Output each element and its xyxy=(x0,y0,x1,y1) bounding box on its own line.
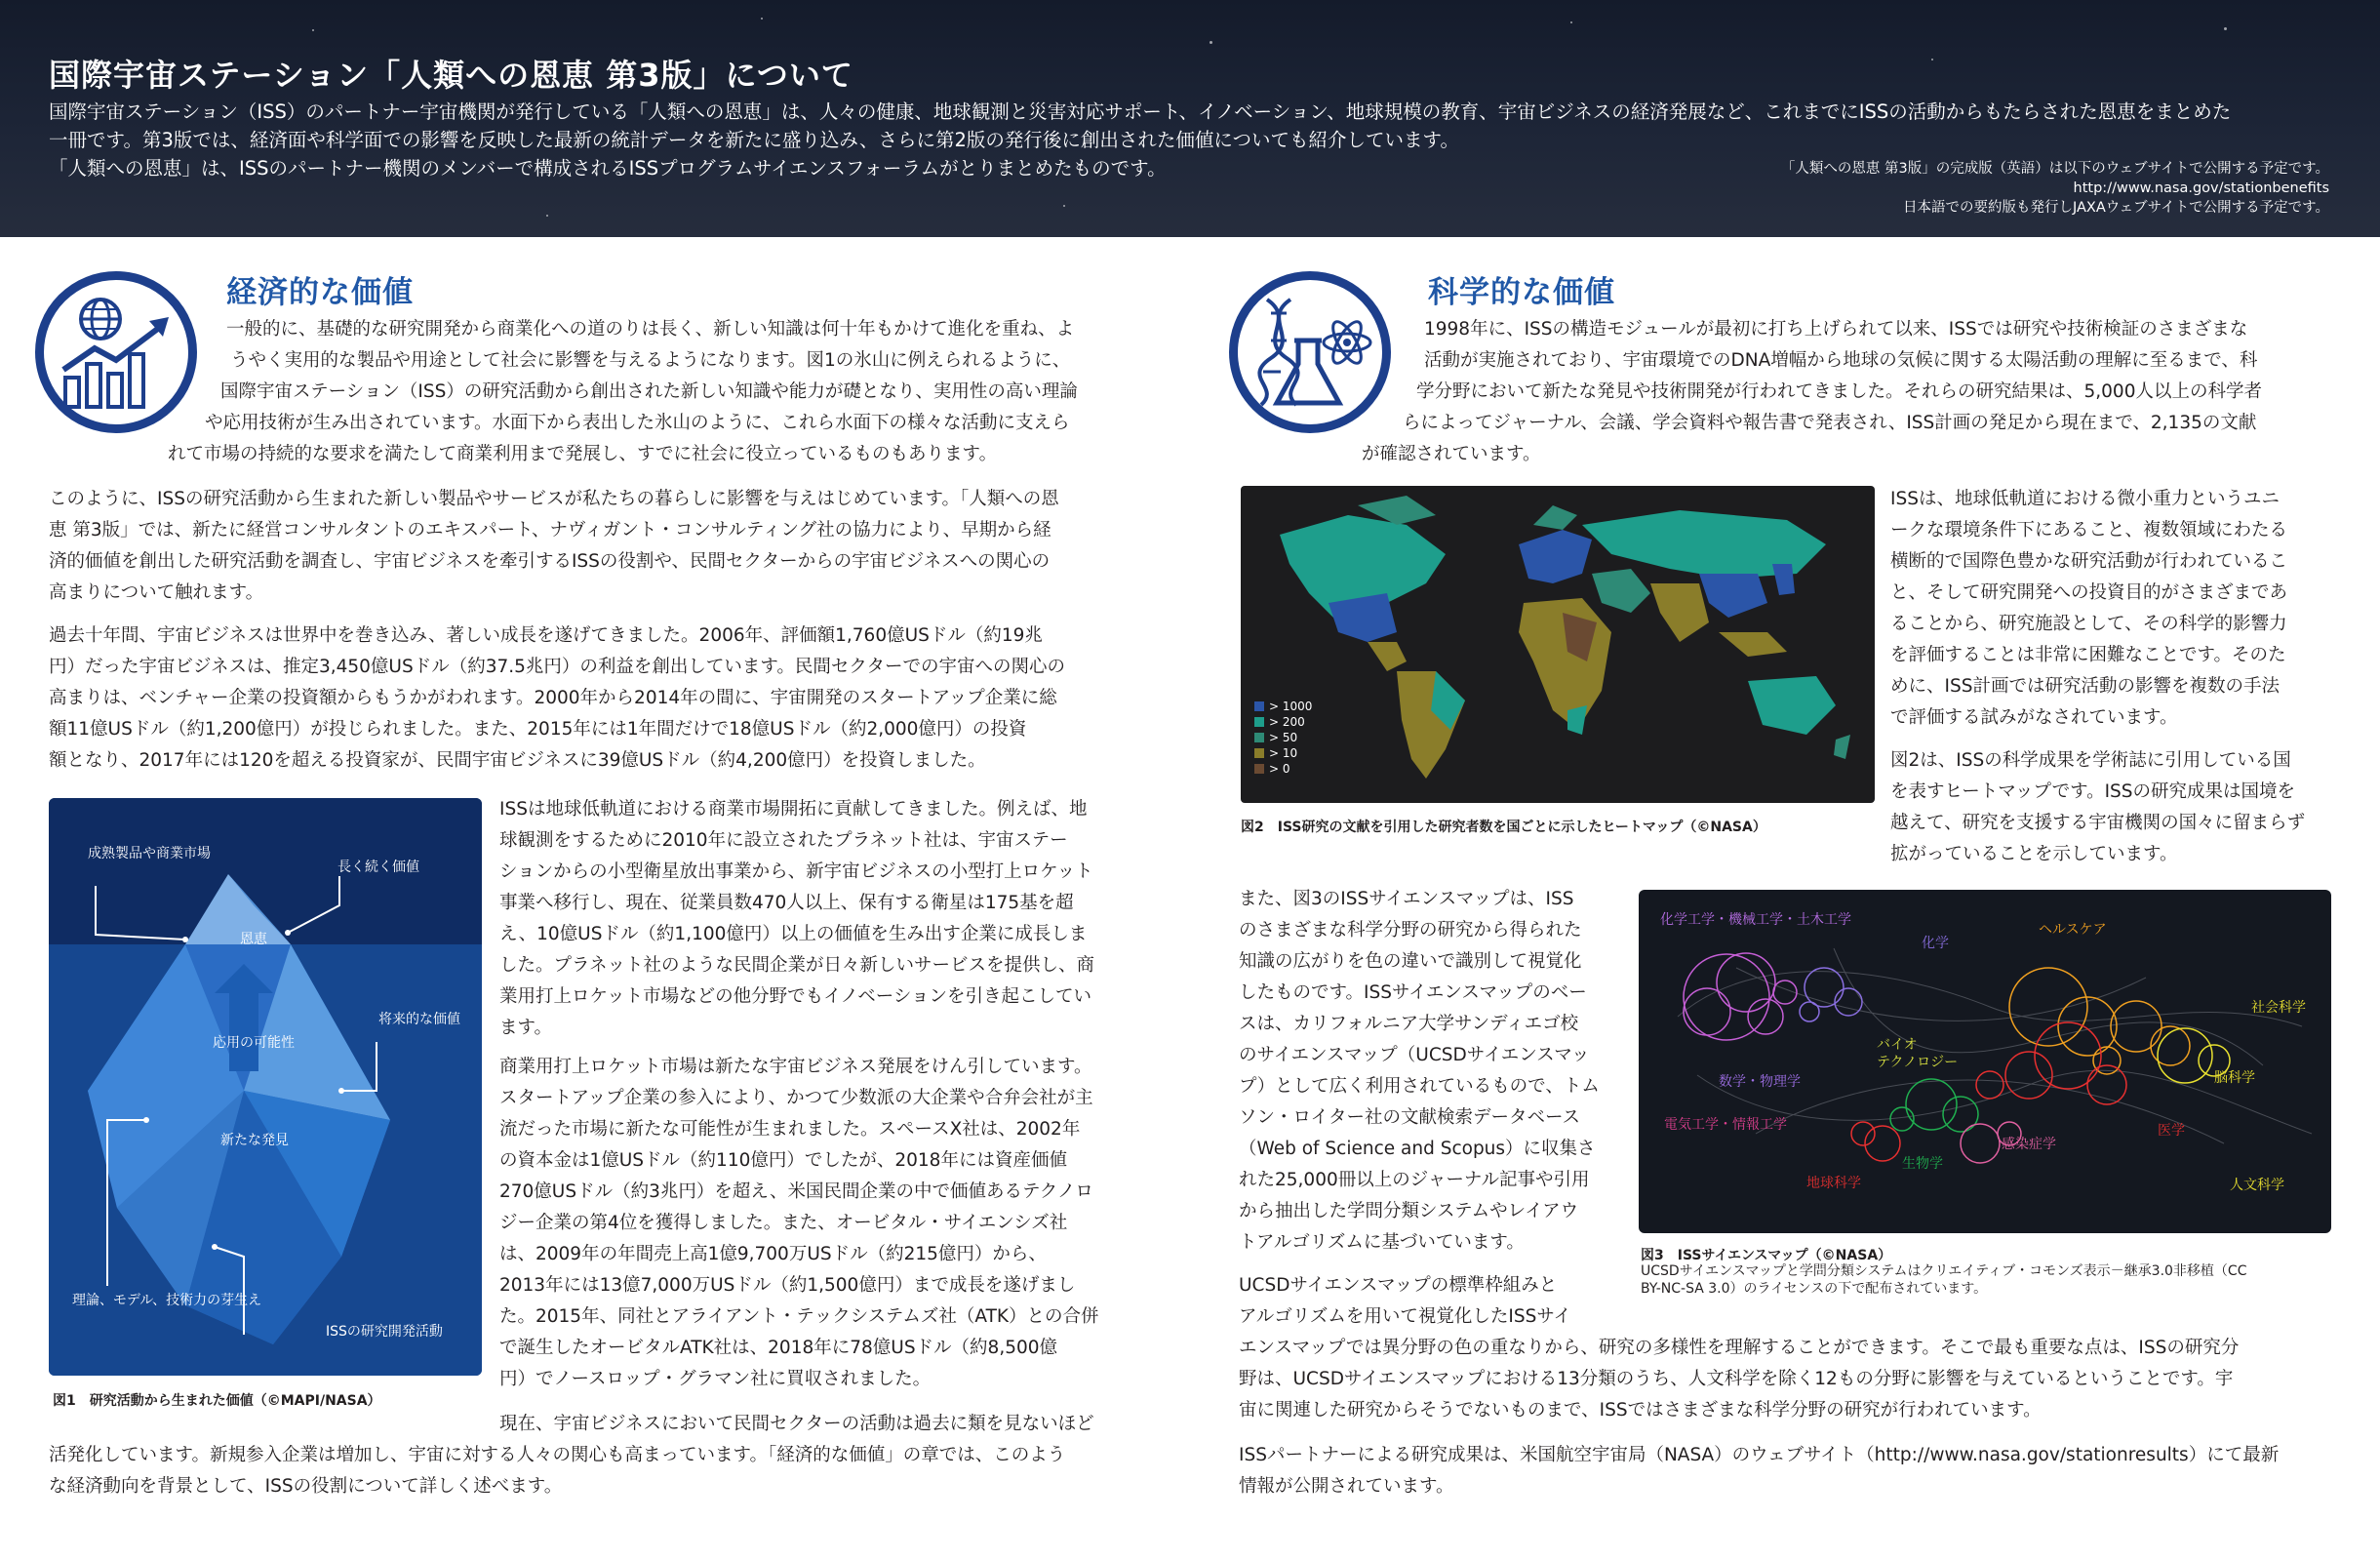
text-line: 宙に関連した研究からそうでないものまで、ISSではさまざまな科学分野の研究が行われています。 xyxy=(1239,1400,2042,1421)
text-line: 球観測をするために2010年に設立されたプラネット社は、宇宙ステー xyxy=(499,830,1068,851)
figure-1-iceberg xyxy=(49,798,482,1376)
text-line: ISSは、地球低軌道における微小重力というユニ xyxy=(1890,489,2280,509)
figure-3-science-map xyxy=(1639,890,2331,1233)
text-line: で評価する試みがなされています。 xyxy=(1890,707,2178,728)
text-line: た。2015年、同社とアライアント・テックシステムズ社（ATK）との合併 xyxy=(499,1306,1099,1327)
text-line: 活発化しています。新規参入企業は増加し、宇宙に対する人々の関心も高まっています。「経済的な価値」の章では、このよう xyxy=(49,1445,1066,1465)
iceberg-label-benefit: 恩恵 xyxy=(240,932,267,947)
text-line: 高まりは、ベンチャー企業の投資額からもうかがわれます。2000年から2014年の間に、宇宙開発のスタートアップ企業に総 xyxy=(49,688,1057,708)
science-paragraph-2 xyxy=(1239,884,1600,1259)
text-line: 情報が公開されています。 xyxy=(1239,1476,1454,1497)
map-label-math: 数学・物理学 xyxy=(1719,1074,1801,1090)
text-line: が確認されています。 xyxy=(1362,444,1541,464)
text-line: らによってジャーナル、会議、学会資料や報告書で発表され、ISS計画の発足から現在まで、2,135の文献 xyxy=(1403,413,2257,433)
text-line: ソン・ロイター社の文献検索データベース xyxy=(1239,1107,1581,1128)
map-label-medicine: 医学 xyxy=(2158,1123,2185,1139)
legend-item xyxy=(1254,745,1312,761)
text-line: めに、ISS計画では研究活動の影響を複数の手法 xyxy=(1890,676,2280,697)
map-label-health: ヘルスケア xyxy=(2039,922,2107,938)
legend-item xyxy=(1254,761,1312,777)
legend-swatch xyxy=(1254,717,1264,727)
text-line: 事業へ移行し、現在、従業員数470人以上、保有する衛星は175基を超 xyxy=(499,893,1074,913)
world-heatmap-graphic xyxy=(1241,486,1875,803)
text-line: 2013年には13億7,000万USドル（約1,500億円）まで成長を遂げまし xyxy=(499,1275,1076,1296)
text-line: スは、カリフォルニア大学サンディエゴ校 xyxy=(1239,1014,1579,1034)
text-line: また、図3のISSサイエンスマップは、ISS xyxy=(1239,889,1574,909)
text-line: は、2009年の年間売上高1億9,700万USドル（約215億円）から、 xyxy=(499,1244,1047,1264)
map-label-humanities: 人文科学 xyxy=(2230,1178,2284,1193)
text-line: ることから、研究施設として、その科学的影響力 xyxy=(1890,614,2287,634)
text-line: ます。 xyxy=(499,1018,553,1038)
text-line: な経済動向を背景として、ISSの役割について詳しく述べます。 xyxy=(49,1476,563,1497)
iceberg-label-discovery: 新たな発見 xyxy=(220,1133,289,1148)
text-line: や応用技術が生み出されています。水面下から表出した氷山のように、これら水面下の様々な活動に支えら xyxy=(205,413,1070,433)
text-line: 業用打上ロケット市場などの他分野でもイノベーションを引き起こしてい xyxy=(499,986,1091,1007)
text-line: え、10億USドル（約1,100億円）以上の価値を生み出す企業に成長しま xyxy=(499,924,1088,944)
figure-3-caption: 図3 ISSサイエンスマップ（©NASA） xyxy=(1641,1248,1892,1263)
text-line: 現在、宇宙ビジネスにおいて民間セクターの活動は過去に類を見ないほど xyxy=(499,1414,1094,1434)
iceberg-label-lasting: 長く続く価値 xyxy=(337,860,419,875)
legend-label: > 200 xyxy=(1269,715,1305,729)
text-line: このように、ISSの研究活動から生まれた新しい製品やサービスが私たちの暮らしに影響を与えはじめています。「人類への恩 xyxy=(49,489,1059,509)
text-line: を表すヒートマップです。ISSの研究成果は国境を xyxy=(1890,781,2296,802)
map-label-earth: 地球科学 xyxy=(1806,1176,1861,1191)
science-side-paragraph-2 xyxy=(1890,745,2305,870)
legend-label: > 10 xyxy=(1269,746,1298,760)
page-title: 国際宇宙ステーション「人類への恩恵 第3版」について xyxy=(49,57,853,94)
text-line: ISSは地球低軌道における商業市場開拓に貢献してきました。例えば、地 xyxy=(499,799,1088,820)
figure-1-caption: 図1 研究活動から生まれた価値（©MAPI/NASA） xyxy=(53,1393,381,1409)
science-map-graphic xyxy=(1639,890,2331,1233)
legend-item xyxy=(1254,699,1312,714)
iceberg-label-applications: 応用の可能性 xyxy=(213,1035,295,1051)
caption-line: UCSDサイエンスマップと学問分類システムはクリエイティブ・コモンズ表示－継承3.0非移植（CC xyxy=(1641,1263,2247,1279)
science-intro xyxy=(1239,314,2333,470)
intro-line: 「人類への恩恵」は、ISSのパートナー機関のメンバーで構成されるISSプログラムサイエンスフォーラムがとりまとめたものです。 xyxy=(49,157,1167,180)
text-line: 済的価値を創出した研究活動を調査し、宇宙ビジネスを牽引するISSの役割や、民間セクターからの宇宙ビジネスへの関心の xyxy=(49,551,1051,572)
economic-paragraph-2 xyxy=(49,620,1065,777)
text-line: ジー企業の第4位を獲得しました。また、オービタル・サイエンシズ社 xyxy=(499,1213,1068,1233)
text-line: ークな環境条件下にあること、複数領域にわたる xyxy=(1890,520,2288,540)
economic-paragraph-1 xyxy=(49,484,1059,609)
science-paragraph-3 xyxy=(1239,1270,2239,1426)
legend-swatch xyxy=(1254,764,1264,774)
intro-line: 国際宇宙ステーション（ISS）のパートナー宇宙機関が発行している「人類への恩恵」は、人々の健康、地球観測と災害対応サポート、イノベーション、地球規模の教育、宇宙ビジネスの経済発展など、これまでにISSの活動からもたらされた恩恵をまとめた xyxy=(49,100,2232,123)
heatmap-legend xyxy=(1254,699,1312,777)
text-line: 図2は、ISSの科学成果を学術誌に引用している国 xyxy=(1890,750,2291,771)
text-line: うやく実用的な製品や用途として社会に影響を与えるようになります。図1の氷山に例えられるように、 xyxy=(230,350,1071,371)
legend-swatch xyxy=(1254,733,1264,742)
economic-paragraph-5 xyxy=(49,1440,1065,1502)
economic-paragraph-5-first xyxy=(499,1409,1094,1440)
text-line: で誕生したオービタルATK社は、2018年に78億USドル（約8,500億 xyxy=(499,1338,1058,1358)
legend-swatch xyxy=(1254,701,1264,711)
text-line: 額11億USドル（約1,200億円）が投じられました。また、2015年には1年間だけで18億USドル（約2,000億円）の投資 xyxy=(49,719,1027,740)
text-line: プ）として広く利用されているもので、トム xyxy=(1239,1076,1600,1097)
text-line: 恵 第3版」では、新たに経営コンサルタントのエキスパート、ナヴィガント・コンサルティング社の協力により、早期から経 xyxy=(49,520,1051,540)
text-line: ションからの小型衛星放出事業から、新宇宙ビジネスの小型打上ロケット xyxy=(499,861,1093,882)
economic-paragraph-3 xyxy=(499,794,1094,1044)
text-line: アルゴリズムを用いて視覚化したISSサイ xyxy=(1239,1306,1572,1327)
map-label-social: 社会科学 xyxy=(2251,1000,2306,1016)
text-line: れて市場の持続的な要求を満たして商業利用まで発展し、すでに社会に役立っているものもあります。 xyxy=(168,444,998,464)
note-line: 日本語での要約版も発行しJAXAウェブサイトで公開する予定です。 xyxy=(1902,200,2329,216)
text-line: と、そして研究開発への投資目的がさまざまであ xyxy=(1890,582,2288,603)
publication-note xyxy=(1781,159,2329,218)
legend-label: > 50 xyxy=(1269,731,1298,744)
text-line: 知識の広がりを色の違いで識別して視覚化 xyxy=(1239,951,1582,972)
text-line: 流だった市場に新たな可能性が生まれました。スペースX社は、2002年 xyxy=(499,1119,1081,1140)
text-line: のさまざまな科学分野の研究から得られた xyxy=(1239,920,1582,941)
text-line: 野は、UCSDサイエンスマップにおける13分類のうち、人文科学を除く12もの分野に影響を与えているということです。宇 xyxy=(1239,1369,2234,1389)
text-line: 横断的で国際色豊かな研究活動が行われているこ xyxy=(1890,551,2288,572)
text-line: から抽出した学問分類システムやレイアウ xyxy=(1239,1201,1579,1221)
figure-2-heatmap xyxy=(1241,486,1875,803)
text-line: のサイエンスマップ（UCSDサイエンスマッ xyxy=(1239,1045,1590,1065)
economic-paragraph-4 xyxy=(499,1052,1099,1395)
iceberg-label-theory: 理論、モデル、技術力の芽生え xyxy=(72,1293,262,1308)
map-label-chem-eng: 化学工学・機械工学・土木工学 xyxy=(1660,912,1851,928)
header-banner xyxy=(0,0,2380,237)
science-title: 科学的な価値 xyxy=(1428,275,1615,310)
legend-item xyxy=(1254,714,1312,730)
economic-title: 経済的な価値 xyxy=(226,275,414,310)
text-line: UCSDサイエンスマップの標準枠組みと xyxy=(1239,1275,1558,1296)
caption-line: BY-NC-SA 3.0）のライセンスの下で配布されています。 xyxy=(1641,1281,1988,1297)
map-label-chemistry: 化学 xyxy=(1922,936,1949,951)
text-line: を評価することは非常に困難なことです。そのた xyxy=(1890,645,2286,665)
text-line: 高まりについて触れます。 xyxy=(49,582,264,603)
map-label-biology: 生物学 xyxy=(1902,1156,1943,1172)
figure-2-caption: 図2 ISS研究の文献を引用した研究者数を国ごとに示したヒートマップ（©NASA） xyxy=(1241,820,1766,835)
text-line: 国際宇宙ステーション（ISS）の研究活動から創出された新しい知識や能力が礎となり、実用性の高い理論 xyxy=(220,381,1078,402)
legend-label: > 0 xyxy=(1269,762,1290,776)
text-line: 商業用打上ロケット市場は新たな宇宙ビジネス発展をけん引しています。 xyxy=(499,1057,1092,1077)
text-line: 越えて、研究を支援する宇宙機関の国々に留まらず xyxy=(1890,813,2306,833)
intro-line: 一冊です。第3版では、経済面や科学面での影響を反映した最新の統計データを新たに盛り込み、さらに第2版の発行後に創出された価値についても紹介しています。 xyxy=(49,129,1459,151)
text-line: トアルゴリズムに基づいています。 xyxy=(1239,1232,1525,1253)
note-line: 「人類への恩恵 第3版」の完成版（英語）は以下のウェブサイトで公開する予定です。 xyxy=(1780,161,2329,177)
science-paragraph-4 xyxy=(1239,1440,2279,1502)
legend-label: > 1000 xyxy=(1269,700,1313,713)
text-line: れた25,000冊以上のジャーナル記事や引用 xyxy=(1239,1170,1590,1190)
text-line: スタートアップ企業の参入により、かつて少数派の大企業や合弁会社が主 xyxy=(499,1088,1093,1108)
text-line: したものです。ISSサイエンスマップのベー xyxy=(1239,982,1587,1003)
legend-swatch xyxy=(1254,748,1264,758)
text-line: の資本金は1億USドル（約110億円）でしたが、2018年には資産価値 xyxy=(499,1150,1067,1171)
map-label-brain: 脳科学 xyxy=(2214,1070,2255,1086)
text-line: 270億USドル（約3兆円）を超え、米国民間企業の中で価値あるテクノロ xyxy=(499,1181,1093,1202)
text-line: 1998年に、ISSの構造モジュールが最初に打ち上げられて以来、ISSでは研究や技術検証のさまざまな xyxy=(1424,319,2248,340)
text-line: 円）だった宇宙ビジネスは、推定3,450億USドル（約37.5兆円）の利益を創出しています。民間セクターでの宇宙への関心の xyxy=(49,657,1066,677)
map-label-tech: テクノロジー xyxy=(1877,1055,1959,1070)
text-line: 学分野において新たな発見や技術開発が行われてきました。それらの研究結果は、5,000人以上の科学者 xyxy=(1416,381,2262,402)
text-line: 額となり、2017年には120を超える投資家が、民間宇宙ビジネスに39億USドル（約4,200億円）を投資しました。 xyxy=(49,750,986,771)
note-url[interactable]: http://www.nasa.gov/stationbenefits xyxy=(2073,180,2329,196)
text-line: ISSパートナーによる研究成果は、米国航空宇宙局（NASA）のウェブサイト（http://www.nasa.gov/stationresults）にて最新 xyxy=(1239,1445,2280,1465)
text-line: 一般的に、基礎的な研究開発から商業化への道のりは長く、新しい知識は何十年もかけて進化を重ね、よ xyxy=(226,319,1075,340)
map-label-bio: バイオ xyxy=(1877,1037,1918,1053)
text-line: 拡がっていることを示しています。 xyxy=(1890,844,2178,864)
text-line: （Web of Science and Scopus）に収集さ xyxy=(1239,1139,1596,1159)
legend-item xyxy=(1254,730,1312,745)
text-line: した。プラネット社のような民間企業が日々新しいサービスを提供し、商 xyxy=(499,955,1094,976)
map-label-ee: 電気工学・情報工学 xyxy=(1664,1117,1787,1133)
science-side-paragraph-1 xyxy=(1890,484,2287,734)
text-line: 過去十年間、宇宙ビジネスは世界中を巻き込み、著しい成長を遂げてきました。2006年、評価額1,760億USドル（約19兆 xyxy=(49,625,1043,646)
iceberg-label-products: 成熟製品や商業市場 xyxy=(88,846,211,861)
iceberg-label-future: 将来的な価値 xyxy=(378,1012,460,1027)
text-line: 活動が実施されており、宇宙環境でのDNA増幅から地球の気候に関する太陽活動の理解に至るまで、科 xyxy=(1424,350,2258,371)
economic-intro xyxy=(49,314,1143,470)
text-line: エンスマップでは異分野の色の重なりから、研究の多様性を理解することができます。そこで最も重要な点は、ISSの研究分 xyxy=(1239,1338,2240,1358)
text-line: 円）でノースロップ・グラマン社に買収されました。 xyxy=(499,1369,932,1389)
map-label-infect: 感染症学 xyxy=(2002,1137,2056,1152)
iceberg-label-iss-research: ISSの研究開発活動 xyxy=(326,1324,443,1340)
